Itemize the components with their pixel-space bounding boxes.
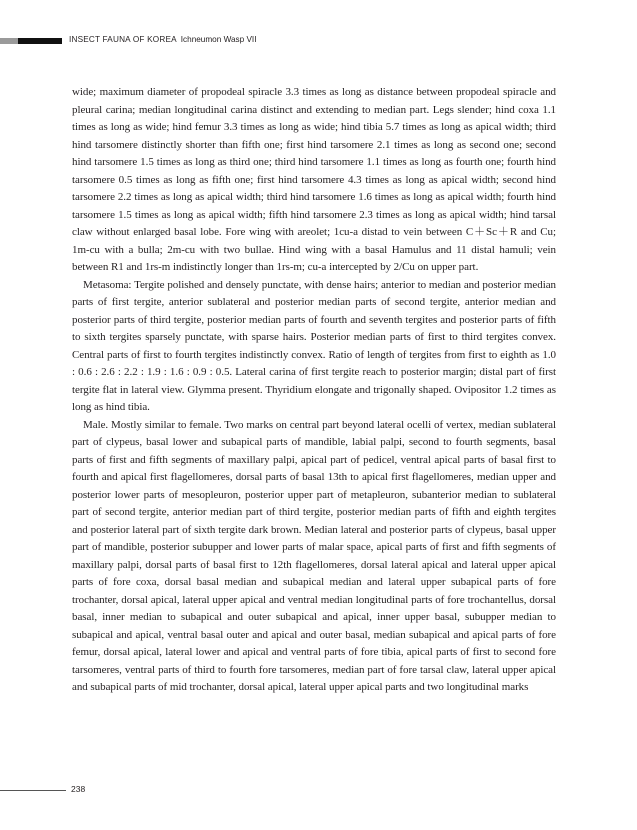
paragraph-male: Male. Mostly similar to female. Two marks on central part beyond lateral ocelli of vertex, median sublateral part of clypeus, basal lower and subapical parts of mandible, labial palpi, second to fourth segments, basal parts of first and fifth segments of maxillary palpi, apical part of pedicel, ventral apical parts of basal first to fourth and apical first flagellomeres, dorsal parts of basal 13th to apical first flagellomeres, median upper and posterior lower parts of mesopleuron, posterior upper part of metapleuron, subanterior median to sublateral part of second tergite, anterior median part of third tergite, posterior median parts of fifth and eighth tergites and posterior lateral part of sixth tergite dark brown. Median lateral and posterior parts of clypeus, basal upper part of mandible, posterior subupper and lower parts of malar space, apical parts of first and fifth segments of maxillary palpi, dorsal parts of basal first to 12th flagellomeres, dorsal lateral apical and lateral upper apical parts of fore coxa, dorsal basal median and subapical median and lateral upper subapical parts of fore trochanter, dorsal apical, lateral upper apical and ventral median longitudinal parts of fore trochantellus, dorsal basal, inner median to subapical and outer subapical and apical, inner upper basal, subupper median to subapical and apical, ventral basal outer and apical and outer basal, median subapical and apical parts of fore femur, dorsal apical, lateral lower and apical and ventral parts of fore tibia, apical parts of first to second fore tarsomeres, ventral parts of third to fourth fore tarsomeres, median part of fore tarsal claw, lateral upper apical and subapical parts of mid trochanter, dorsal apical, lateral upper apical parts and two longitudinal marks xyxy=(72,418,556,693)
footer-rule xyxy=(0,790,66,791)
page-number: 238 xyxy=(71,784,86,794)
volume-subtitle: Ichneumon Wasp VII xyxy=(180,35,257,44)
header-gray-bar xyxy=(0,38,18,44)
series-title: INSECT FAUNA OF KOREA xyxy=(69,35,177,44)
paragraph-metasoma: Metasoma: Tergite polished and densely punctate, with dense hairs; anterior to median and posterior median parts of first tergite, anterior sublateral and posterior median parts of second tergite, anterior median and posterior parts of third tergite, posterior median parts of fourth and seventh tergites and posterior parts of fifth to sixth tergites sparsely punctate, with sparse hairs. Posterior median parts of first to third tergites convex. Central parts of first to fourth tergites indistinctly convex. Ratio of length of tergites from first to eighth as 1.0 : 0.6 : 2.6 : 2.2 : 1.9 : 1.6 : 0.9 : 0.5. Lateral carina of first tergite reach to posterior margin; distal part of first tergite flat in lateral view. Glymma present. Thyridium elongate and trigonally shaped. Ovipositor 1.2 times as long as hind tibia. xyxy=(72,278,556,413)
running-header xyxy=(69,35,256,44)
header-black-bar xyxy=(18,38,62,44)
paragraph-legs-wings: wide; maximum diameter of propodeal spiracle 3.3 times as long as distance between propodeal spiracle and pleural carina; median longitudinal carina distinct and extending to median part. Legs slender; hind coxa 1.1 times as long as wide; hind femur 3.3 times as long as wide; hind tibia 5.7 times as long as apical width; third hind tarsomere distinctly shorter than fifth one; first hind tarsomere 2.1 times as long as second one; second hind tarsomere 1.5 times as long as third one; third hind tarsomere 1.1 times as long as fourth one; fourth hind tarsomere 0.5 times as long as fifth one; first hind tarsomere 4.3 times as long as apical width; second hind tarsomere 2.2 times as long as apical width; third hind tarsomere 1.6 times as long as apical width; fourth hind tarsomere 1.5 times as long as apical width; fifth hind tarsomere 2.3 times as long as apical width; hind tarsal claw without enlarged basal lobe. Fore wing with areolet; 1cu-a distad to vein between C＋Sc＋R and Cu; 1m-cu with a bulla; 2m-cu with two bullae. Hind wing with a basal Hamulus and 11 distal hamuli; vein between R1 and 1rs-m indistinctly longer than 1rs-m; cu-a intercepted by 2/Cu on upper part. xyxy=(72,86,556,273)
body-text xyxy=(72,84,556,697)
